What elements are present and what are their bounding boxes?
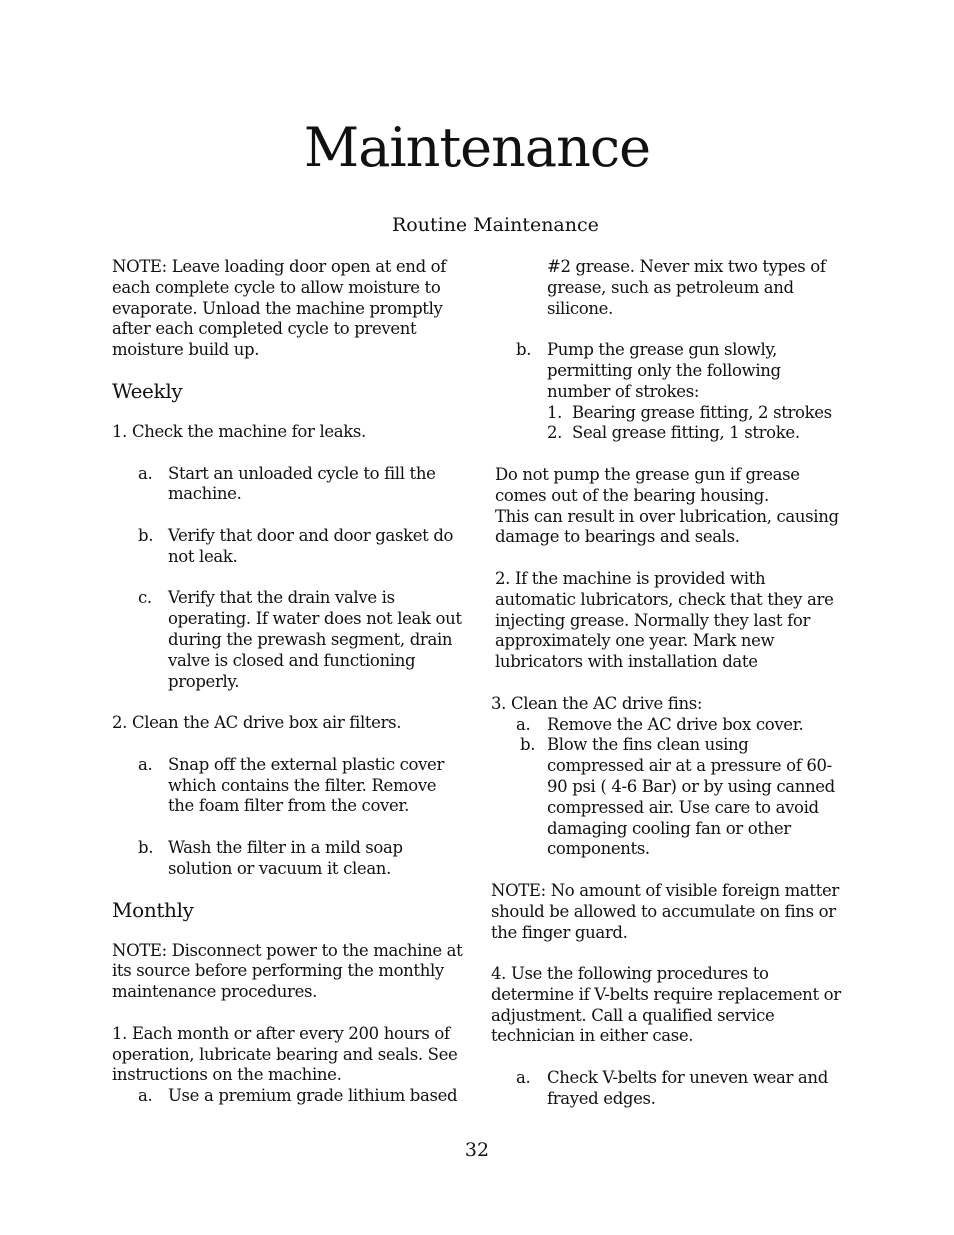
list-marker: 1. (547, 402, 563, 422)
monthly-step-3: 3. Clean the AC drive fins: (491, 693, 703, 713)
weekly-step-2a (112, 755, 464, 817)
list-text: Snap off the external plastic cover which contains the filter. Remove the foam filter from the cover. (168, 754, 445, 816)
section-subtitle: Routine Maintenance (392, 214, 599, 236)
monthly-step-1b (491, 340, 843, 402)
list-text: Wash the filter in a mild soap solution or vacuum it clean. (168, 837, 403, 878)
list-text: Bearing grease fitting, 2 strokes (572, 402, 832, 422)
monthly-step-2: 2. If the machine is provided with automatic lubricators, check that they are injecting grease. Normally they last for approximately one year. Mark new lubricators with installation date (495, 568, 834, 672)
monthly-step-1a-continued: #2 grease. Never mix two types of grease, such as petroleum and silicone. (547, 257, 826, 318)
list-text: Verify that door and door gasket do not leak. (168, 525, 454, 566)
monthly-step-4a (491, 1068, 843, 1110)
monthly-step-1b-2 (491, 423, 843, 444)
list-marker: b. (138, 837, 154, 857)
list-text: Remove the AC drive box cover. (547, 714, 804, 734)
monthly-step-1: 1. Each month or after every 200 hours of operation, lubricate bearing and seals. See instructions on the machine. (112, 1023, 458, 1085)
monthly-heading: Monthly (112, 897, 194, 922)
list-text: Verify that the drain valve is operating. If water does not leak out during the prewash segment, drain valve is closed and functioning properly. (168, 588, 462, 691)
weekly-step-1c (112, 588, 464, 692)
list-marker: a. (138, 1086, 153, 1106)
monthly-step-3a (491, 715, 843, 736)
over-lubrication-warning: This can result in over lubrication, causing damage to bearings and seals. (495, 506, 839, 547)
list-text: Seal grease fitting, 1 stroke. (572, 423, 800, 443)
monthly-step-3b (491, 735, 843, 860)
monthly-step-1b-1 (491, 403, 843, 424)
loading-door-note: NOTE: Leave loading door open at end of each complete cycle to allow moisture to evaporate. Unload the machine promptly after each completed cycle to prevent moisture build up. (112, 257, 447, 360)
right-column (491, 257, 843, 1110)
monthly-step-4: 4. Use the following procedures to determine if V-belts require replacement or adjustment. Call a qualified service technician in either case. (491, 964, 841, 1046)
list-marker: a. (516, 1068, 531, 1088)
disconnect-power-note: NOTE: Disconnect power to the machine at its source before performing the monthly maintenance procedures. (112, 940, 463, 1002)
list-text: Blow the fins clean using compressed air at a pressure of 60-90 psi ( 4-6 Bar) or by using canned compressed air. Use care to avoid damaging cooling fan or other components. (547, 735, 835, 859)
weekly-step-2b (112, 838, 464, 880)
page-number: 32 (464, 1139, 490, 1161)
weekly-step-1b (112, 526, 464, 568)
page-title: Maintenance (303, 116, 651, 179)
foreign-matter-note: NOTE: No amount of visible foreign matter should be allowed to accumulate on fins or the finger guard. (491, 880, 839, 942)
list-text: Start an unloaded cycle to fill the machine. (168, 463, 436, 504)
grease-warning: Do not pump the grease gun if grease comes out of the bearing housing. (495, 464, 800, 505)
weekly-step-1: 1. Check the machine for leaks. (112, 421, 366, 441)
list-marker: b. (520, 735, 536, 755)
list-marker: 2. (547, 423, 563, 443)
list-marker: c. (138, 588, 152, 608)
list-text: Pump the grease gun slowly, permitting only the following number of strokes: (547, 340, 781, 401)
list-marker: a. (138, 463, 153, 483)
list-text: Check V-belts for uneven wear and frayed edges. (547, 1068, 828, 1108)
list-marker: b. (138, 525, 154, 545)
list-marker: a. (516, 714, 531, 734)
left-column (112, 257, 464, 1107)
weekly-step-1a (112, 464, 464, 506)
list-marker: b. (516, 340, 532, 360)
weekly-heading: Weekly (112, 378, 183, 403)
list-text: Use a premium grade lithium based (168, 1086, 458, 1106)
monthly-step-1a (112, 1086, 464, 1107)
list-marker: a. (138, 754, 153, 774)
weekly-step-2: 2. Clean the AC drive box air filters. (112, 713, 402, 733)
